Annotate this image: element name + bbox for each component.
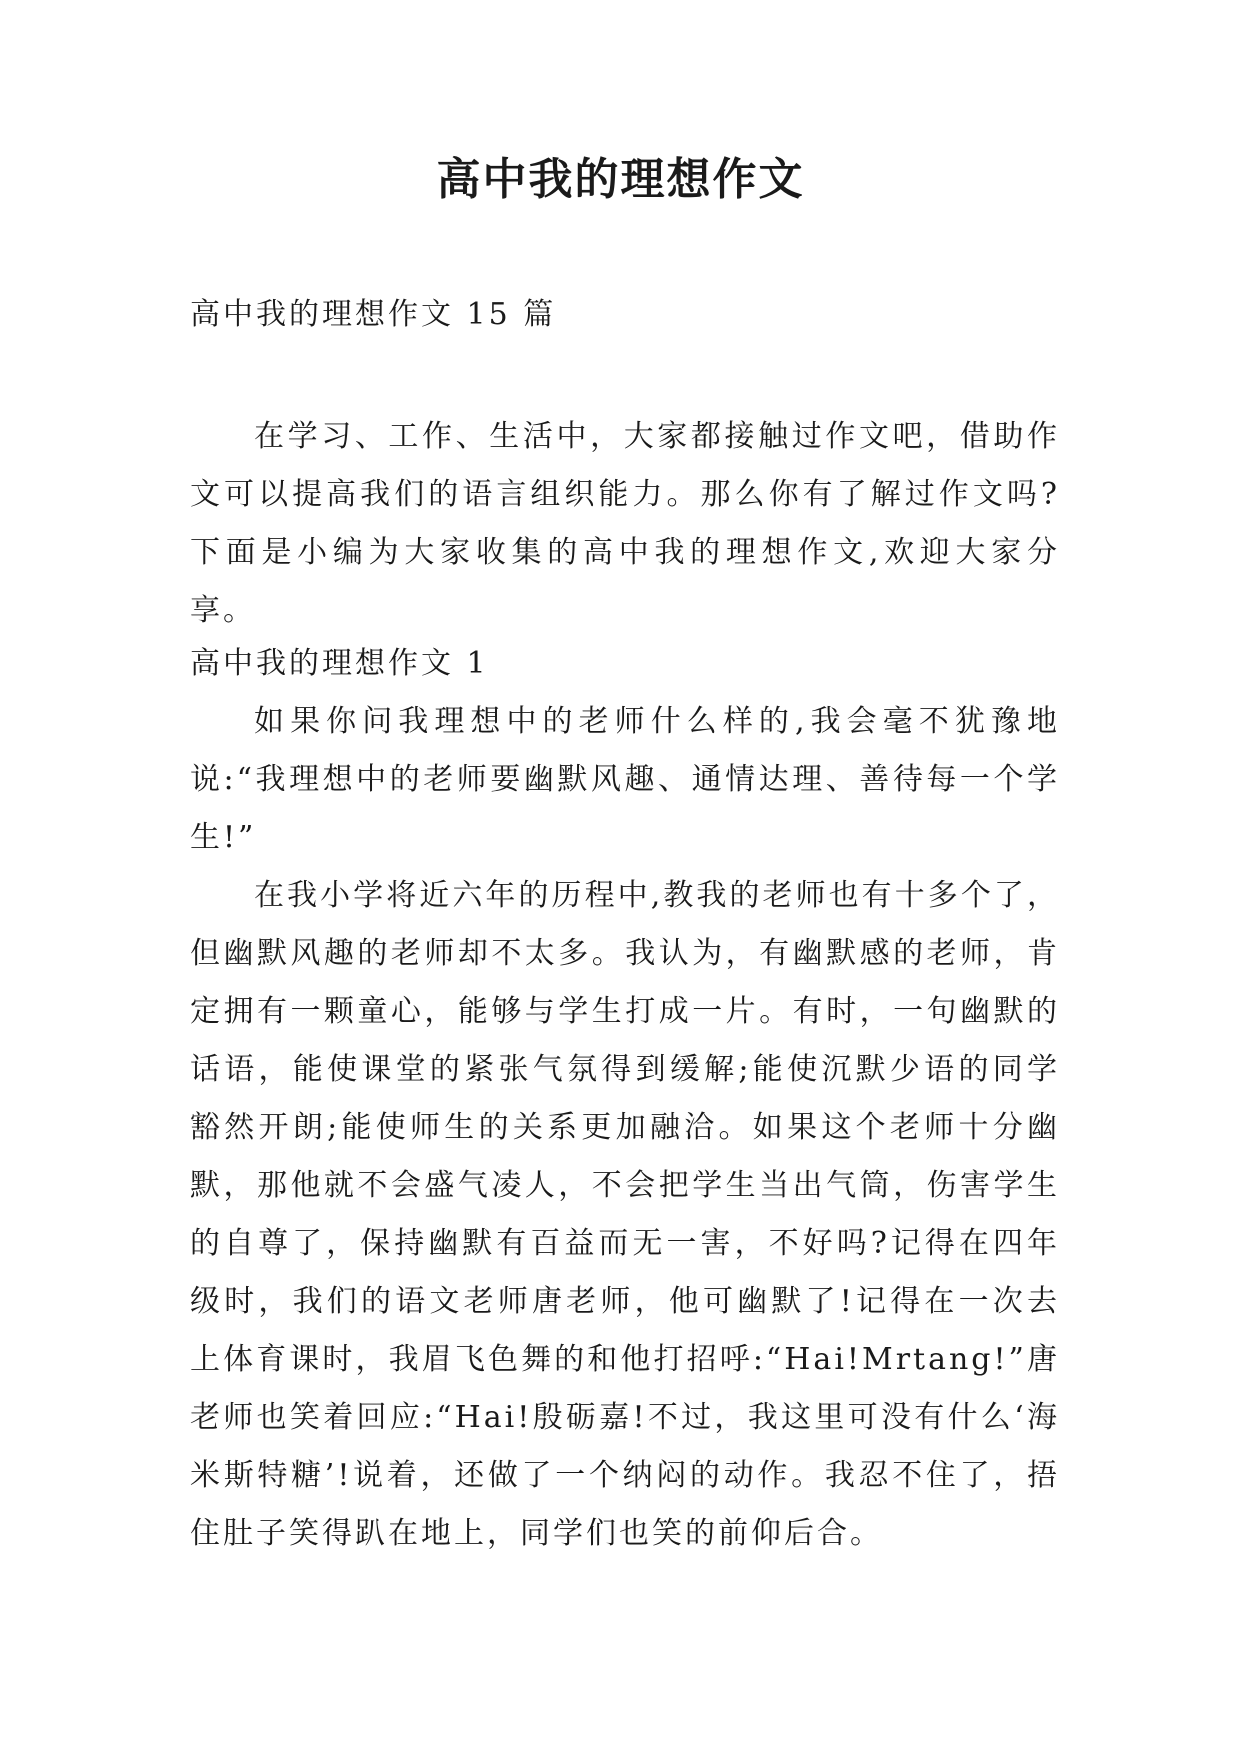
intro-paragraph: 在学习、工作、生活中，大家都接触过作文吧，借助作文可以提高我们的语言组织能力。那么你有了解过作文吗?下面是小编为大家收集的高中我的理想作文,欢迎大家分享。: [190, 419, 1060, 628]
body-paragraph: 如果你问我理想中的老师什么样的,我会毫不犹豫地说:“我理想中的老师要幽默风趣、通情达理、善待每一个学生!”: [190, 704, 1060, 855]
section-heading: 高中我的理想作文 1: [190, 646, 489, 681]
section-body: [190, 693, 1060, 1563]
document-subtitle: 高中我的理想作文 15 篇: [190, 297, 557, 332]
document-title: 高中我的理想作文: [436, 154, 805, 205]
body-paragraph: 在我小学将近六年的历程中,教我的老师也有十多个了，但幽默风趣的老师却不太多。我认为，有幽默感的老师，肯定拥有一颗童心，能够与学生打成一片。有时，一句幽默的话语，能使课堂的紧张气氛得到缓解;能使沉默少语的同学豁然开朗;能使师生的关系更加融洽。如果这个老师十分幽默，那他就不会盛气凌人，不会把学生当出气筒，伤害学生的自尊了，保持幽默有百益而无一害，不好吗?记得在四年级时，我们的语文老师唐老师，他可幽默了!记得在一次去上体育课时，我眉飞色舞的和他打招呼:“Hai!Mrtang!”唐老师也笑着回应:“Hai!殷砺嘉!不过，我这里可没有什么‘海米斯特糖’!说着，还做了一个纳闷的动作。我忍不住了，捂住肚子笑得趴在地上，同学们也笑的前仰后合。: [190, 878, 1060, 1551]
